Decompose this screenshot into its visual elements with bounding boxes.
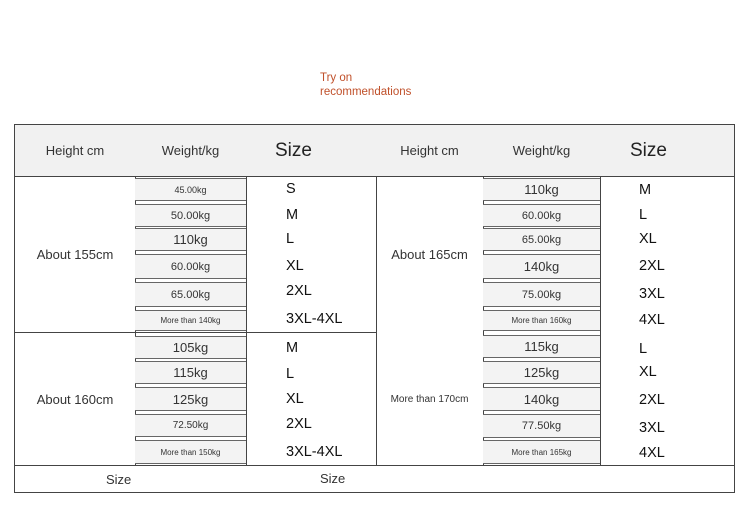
header-size-right: Size	[630, 139, 667, 161]
header-size-left: Size	[275, 139, 312, 161]
weight-cell: 65.00kg	[483, 228, 600, 251]
header-weight-left: Weight/kg	[161, 143, 220, 158]
size-cell: XL	[639, 230, 657, 247]
size-cell: L	[639, 206, 648, 223]
size-cell: 3XL-4XL	[286, 311, 343, 327]
weight-cell: More than 150kg	[135, 440, 246, 464]
weight-cell: 115kg	[135, 361, 246, 384]
weight-cell: 115kg	[483, 335, 600, 358]
header-height-left: Height cm	[45, 143, 105, 158]
weight-cell: 140kg	[483, 387, 600, 411]
weight-cell: 125kg	[135, 387, 246, 411]
size-cell: 3XL	[639, 285, 665, 302]
size-cell: 2XL	[639, 391, 665, 408]
weight-cell: 77.50kg	[483, 414, 600, 438]
size-cell: M	[286, 339, 299, 356]
weight-cell: More than 165kg	[483, 440, 600, 464]
footer-size-left: Size	[106, 472, 132, 487]
size-cell: 4XL	[639, 444, 665, 461]
weight-cell: More than 160kg	[483, 310, 600, 331]
size-cell: XL	[286, 257, 304, 274]
height-group-170: More than 170cm	[390, 393, 469, 405]
size-cell: L	[286, 230, 295, 247]
weight-cell: 110kg	[483, 178, 600, 201]
weight-cell: 65.00kg	[135, 282, 246, 307]
weight-cell: 60.00kg	[135, 254, 246, 279]
size-cell: 3XL	[639, 419, 665, 436]
height-group-165: About 165cm	[391, 246, 468, 262]
size-cell: 4XL	[639, 311, 665, 328]
weight-cell: More than 140kg	[135, 310, 246, 331]
table-header	[14, 124, 735, 177]
footer-size-right: Size	[320, 471, 346, 486]
size-table	[14, 176, 735, 493]
chart-title	[320, 71, 411, 99]
size-cell: L	[286, 365, 295, 382]
size-cell: XL	[286, 390, 304, 407]
size-cell: 2XL	[286, 282, 312, 299]
header-height-right: Height cm	[400, 143, 459, 158]
height-group-160: About 160cm	[36, 391, 114, 407]
size-cell: 2XL	[286, 415, 312, 432]
divider	[600, 176, 601, 465]
size-cell: M	[639, 181, 652, 198]
weight-cell: 110kg	[135, 228, 246, 251]
divider	[246, 176, 247, 465]
header-weight-right: Weight/kg	[512, 143, 571, 158]
weight-cell: 60.00kg	[483, 204, 600, 227]
size-cell: 3XL-4XL	[286, 443, 343, 460]
weight-cell: 75.00kg	[483, 282, 600, 307]
title-line-1: Try on	[320, 72, 353, 84]
weight-cell: 45.00kg	[135, 178, 246, 201]
weight-cell: 140kg	[483, 254, 600, 279]
size-cell: M	[286, 206, 299, 223]
height-group-155: About 155cm	[36, 246, 114, 262]
title-line-2: recommendations	[320, 86, 412, 98]
weight-cell: 125kg	[483, 361, 600, 384]
size-cell: 2XL	[639, 257, 665, 274]
size-cell: L	[639, 340, 648, 357]
weight-cell: 50.00kg	[135, 204, 246, 227]
size-cell: S	[286, 180, 296, 197]
size-cell: XL	[639, 363, 657, 380]
weight-cell: 105kg	[135, 336, 246, 359]
divider	[15, 465, 734, 466]
weight-cell: 72.50kg	[135, 414, 246, 437]
